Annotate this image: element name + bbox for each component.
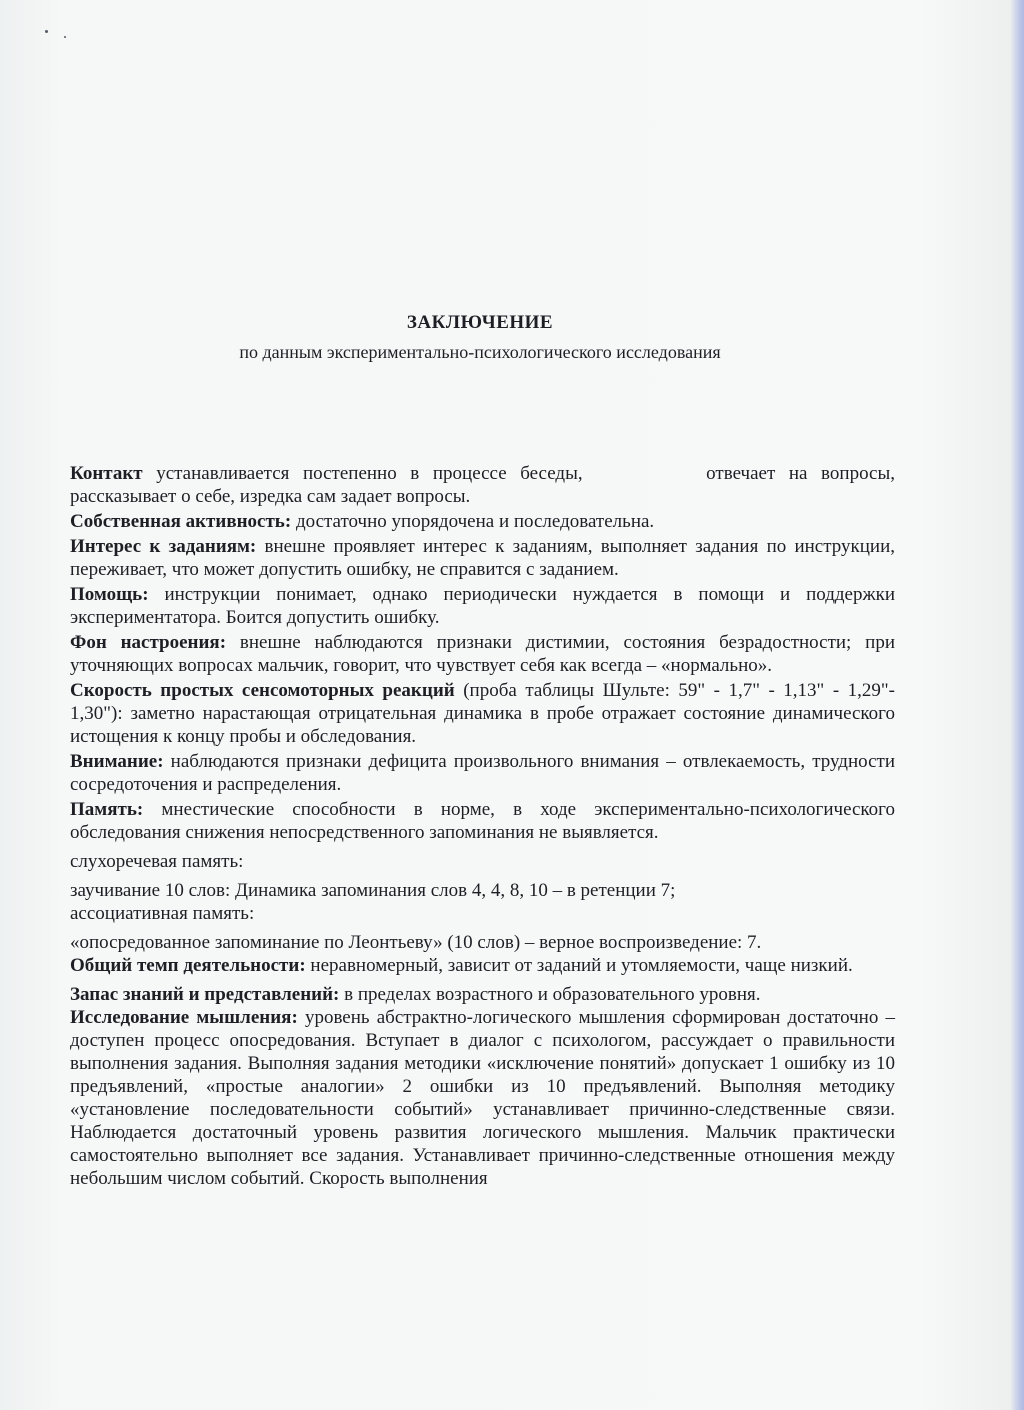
section-text: (проба таблицы Шульте: 59" - 1,7" - 1,13" - 1,29"- 1,30"): заметно нарастающая отрицательная динамика в пробе отражает состояние динамического истощения к концу пробы и обследования. [70, 680, 895, 747]
section-text: заучивание 10 слов: Динамика запоминания слов 4, 4, 8, 10 – в ретенции 7; [70, 880, 676, 901]
section-text: инструкции понимает, однако периодически нуждается в помощи и поддержки экспериментатора. Боится допустить ошибку. [70, 584, 895, 628]
paragraph-leontiev [70, 931, 895, 954]
section-text: внешне проявляет интерес к заданиям, выполняет задания по инструкции, переживает, что может допустить ошибку, не справится с заданием. [70, 536, 896, 580]
section-text: уровень абстрактно-логического мышления сформирован достаточно – доступен процесс опосредования. Вступает в диалог с психологом, рассуждает о правильности выполнения задания. Выполняя задания методики «исключение понятий» допускает 1 ошибку из 10 предъявлений, «простые аналогии» 2 ошибки из 10 предъявлений. Выполняя методику «установление последовательности событий» устанавливает причинно-следственные связи. Наблюдается достаточный уровень развития логического мышления. Мальчик практически самостоятельно выполняет все задания. Устанавливает причинно-следственные отношения между небольшим числом событий. Скорость выполнения [70, 1007, 895, 1189]
section-text: ассоциативная память: [70, 903, 255, 924]
section-text: устанавливается постепенно в процессе беседы, [142, 463, 583, 484]
paragraph-contact [70, 462, 895, 508]
section-label: Общий темп деятельности: [70, 955, 306, 976]
paragraph-help [70, 583, 895, 629]
section-label: Контакт [70, 463, 143, 484]
paragraph-memory [70, 798, 895, 844]
section-label: Запас знаний и представлений: [70, 984, 340, 1005]
section-text: наблюдаются признаки дефицита произвольного внимания – отвлекаемость, трудности сосредоточения и распределения. [70, 751, 895, 795]
paragraph-activity [70, 510, 895, 533]
document-title: ЗАКЛЮЧЕНИЕ [406, 312, 554, 333]
paragraph-tempo [70, 954, 895, 977]
section-label: Память: [70, 799, 144, 820]
document-body [70, 462, 895, 1192]
paragraph-associative-memory [70, 902, 895, 925]
section-text: внешне наблюдаются признаки дистимии, состояния безрадостности; при уточняющих вопросах мальчик, говорит, что чувствует себя как всегда – «нормально». [70, 632, 895, 676]
section-label: Интерес к заданиям: [70, 536, 257, 557]
section-text: мнестические способности в норме, в ходе экспериментально-психологического обследования снижения непосредственного запоминания не выявляется. [70, 799, 895, 843]
paragraph-word-learning [70, 879, 895, 902]
paragraph-knowledge [70, 983, 895, 1006]
section-text: слухоречевая память: [70, 851, 244, 872]
document-subtitle: по данным экспериментально-психологического исследования [239, 342, 721, 362]
paragraph-mood [70, 631, 895, 677]
scan-speck [45, 30, 48, 33]
paragraph-reactions [70, 679, 895, 748]
section-label: Фон настроения: [70, 632, 227, 653]
paragraph-thinking [70, 1006, 895, 1190]
section-label: Исследование мышления: [70, 1007, 298, 1028]
scan-speck [64, 36, 66, 38]
paragraph-auditory-memory [70, 850, 895, 873]
section-text: «опосредованное запоминание по Леонтьеву» (10 слов) – верное воспроизведение: 7. [70, 932, 762, 953]
section-text: отвечает на вопросы, рассказывает о себе, изредка сам задает вопросы. [70, 463, 895, 507]
section-label: Скорость простых сенсомоторных реакций [70, 680, 455, 701]
section-label: Помощь: [70, 584, 149, 605]
section-label: Внимание: [70, 751, 164, 772]
paragraph-interest [70, 535, 895, 581]
scan-edge [1010, 0, 1024, 1410]
section-text: достаточно упорядочена и последовательна. [291, 511, 655, 532]
section-label: Собственная активность: [70, 511, 292, 532]
paragraph-attention [70, 750, 895, 796]
section-text: в пределах возрастного и образовательного уровня. [339, 984, 761, 1005]
section-text: неравномерный, зависит от заданий и утомляемости, чаще низкий. [305, 955, 853, 976]
